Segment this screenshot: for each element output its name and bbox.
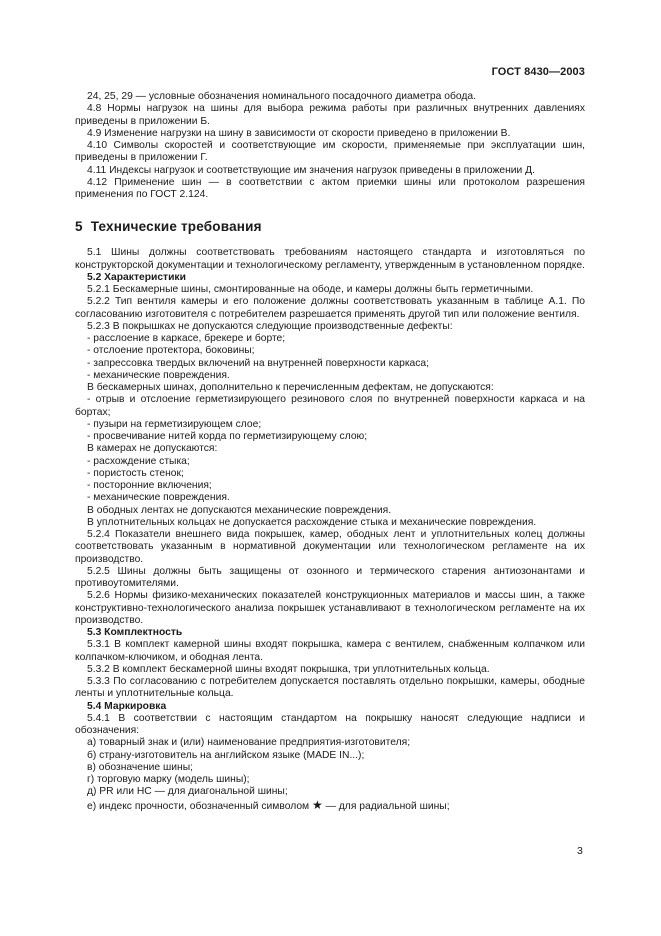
list-item: - пористость стенок; bbox=[87, 467, 184, 479]
paragraph: 4.12 Применение шин — в соответствии с актом приемки шины или протоколом разрешения применения по ГОСТ 2.124. bbox=[75, 176, 585, 200]
paragraph: 4.11 Индексы нагрузок и соответствующие им значения нагрузок приведены в приложении Д. bbox=[87, 164, 535, 176]
list-item: - расхождение стыка; bbox=[87, 455, 190, 467]
paragraph-5-3-2: 5.3.2 В комплект бескамерной шины входят покрышка, три уплотнительных кольца. bbox=[87, 663, 490, 675]
paragraph-rings: В уплотнительных кольцах не допускается расхождение стыка и механические повреждения. bbox=[87, 516, 537, 528]
list-item: - запрессовка твердых включений на внутренней поверхности каркаса; bbox=[87, 357, 430, 369]
marking-e-text: е) индекс прочности, обозначенный символом bbox=[87, 800, 310, 812]
paragraph-5-2-5: 5.2.5 Шины должны быть защищены от озонного и термического старения антиозонантами и противоутомителями. bbox=[75, 565, 585, 589]
list-item: - механические повреждения. bbox=[87, 492, 230, 504]
list-item: в) обозначение шины; bbox=[87, 761, 193, 773]
list-item bbox=[75, 799, 585, 813]
list-item: - отрыв и отслоение герметизирующего резинового слоя по внутренней поверхности каркаса и на бортах; bbox=[75, 394, 585, 418]
list-item: б) страну-изготовитель на английском языке (MADE IN...); bbox=[87, 749, 365, 761]
subsection-heading-5-4: 5.4 Маркировка bbox=[87, 700, 167, 712]
paragraph-5-1: 5.1 Шины должны соответствовать требованиям настоящего стандарта и изготовляться по конструкторской документации и технологическому регламенту, утвержденным в установленном порядке. bbox=[75, 247, 585, 271]
list-item: - просвечивание нитей корда по герметизирующему слою; bbox=[87, 431, 368, 442]
paragraph-flaps: В ободных лентах не допускаются механические повреждения. bbox=[87, 504, 392, 516]
paragraph: 24, 25, 29 — условные обозначения номинального посадочного диаметра обода. bbox=[87, 91, 476, 102]
paragraph-5-3-1: 5.3.1 В комплект камерной шины входят покрышка, камера с вентилем, снабженным колпачком или колпачком-ключиком, и ободная лента. bbox=[75, 639, 585, 663]
paragraph-tubes: В камерах не допускаются: bbox=[87, 443, 218, 455]
list-item: - посторонние включения; bbox=[87, 480, 212, 491]
paragraph: 4.10 Символы скоростей и соответствующие им скорости, применяемые при эксплуатации шин, приведены в приложении Г. bbox=[75, 140, 585, 164]
paragraph-5-2-4: 5.2.4 Показатели внешнего вида покрышек, камер, ободных лент и уплотнительных колец должны соответствовать указанным в нормативной документации или технологическом регламенте на их производство. bbox=[75, 529, 585, 565]
list-item: - отслоение протектора, боковины; bbox=[87, 345, 255, 357]
paragraph-5-2-1: 5.2.1 Бескамерные шины, смонтированные на ободе, и камеры должны быть герметичными. bbox=[87, 284, 534, 295]
section-title: Технические требования bbox=[90, 219, 262, 235]
paragraph: 4.8 Нормы нагрузок на шины для выбора режима работы при различных внутренних давлениях приведены в приложении Б. bbox=[75, 103, 585, 127]
list-item: г) торговую марку (модель шины); bbox=[87, 774, 250, 785]
list-item: д) PR или НС — для диагональной шины; bbox=[87, 786, 288, 798]
paragraph-5-3-3: 5.3.3 По согласованию с потребителем допускается поставлять отдельно покрышки, камеры, ободные ленты и уплотнительные кольца. bbox=[75, 676, 585, 700]
section-number: 5 bbox=[75, 219, 83, 235]
list-item: - расслоение в каркасе, брекере и борте; bbox=[87, 333, 286, 344]
section-heading bbox=[75, 219, 585, 235]
doc-code: ГОСТ 8430—2003 bbox=[491, 66, 585, 78]
list-item: - пузыри на герметизирующем слое; bbox=[87, 418, 262, 430]
paragraph-tubeless: В бескамерных шинах, дополнительно к перечисленным дефектам, не допускаются: bbox=[87, 382, 494, 393]
paragraph-5-2-6: 5.2.6 Нормы физико-механических показателей конструкционных материалов и массы шин, а также конструктивно-технологического анализа покрышек устанавливают в технологическом регламенте на их производство. bbox=[75, 590, 585, 626]
marking-e-suffix: — для радиальной шины; bbox=[325, 800, 450, 812]
page-number: 3 bbox=[577, 845, 583, 857]
paragraph: 4.9 Изменение нагрузки на шину в зависимости от скорости приведено в приложении В. bbox=[87, 127, 511, 139]
page-body bbox=[75, 91, 585, 813]
star-icon: ★ bbox=[312, 797, 323, 812]
paragraph-5-4-1: 5.4.1 В соответствии с настоящим стандартом на покрышку наносят следующие надписи и обозначения: bbox=[75, 712, 585, 736]
document-header bbox=[0, 66, 585, 78]
subsection-heading-5-3: 5.3 Комплектность bbox=[87, 627, 183, 638]
list-item: - механические повреждения. bbox=[87, 369, 230, 381]
subsection-heading-5-2: 5.2 Характеристики bbox=[87, 271, 186, 283]
list-item: а) товарный знак и (или) наименование предприятия-изготовителя; bbox=[87, 737, 411, 749]
paragraph-5-2-3: 5.2.3 В покрышках не допускаются следующие производственные дефекты: bbox=[87, 320, 453, 332]
paragraph-5-2-2: 5.2.2 Тип вентиля камеры и его положение должны соответствовать указанным в таблице А.1. По согласованию изготовителя с потребителем разрешается применять другой тип или положение вентиля. bbox=[75, 296, 585, 320]
